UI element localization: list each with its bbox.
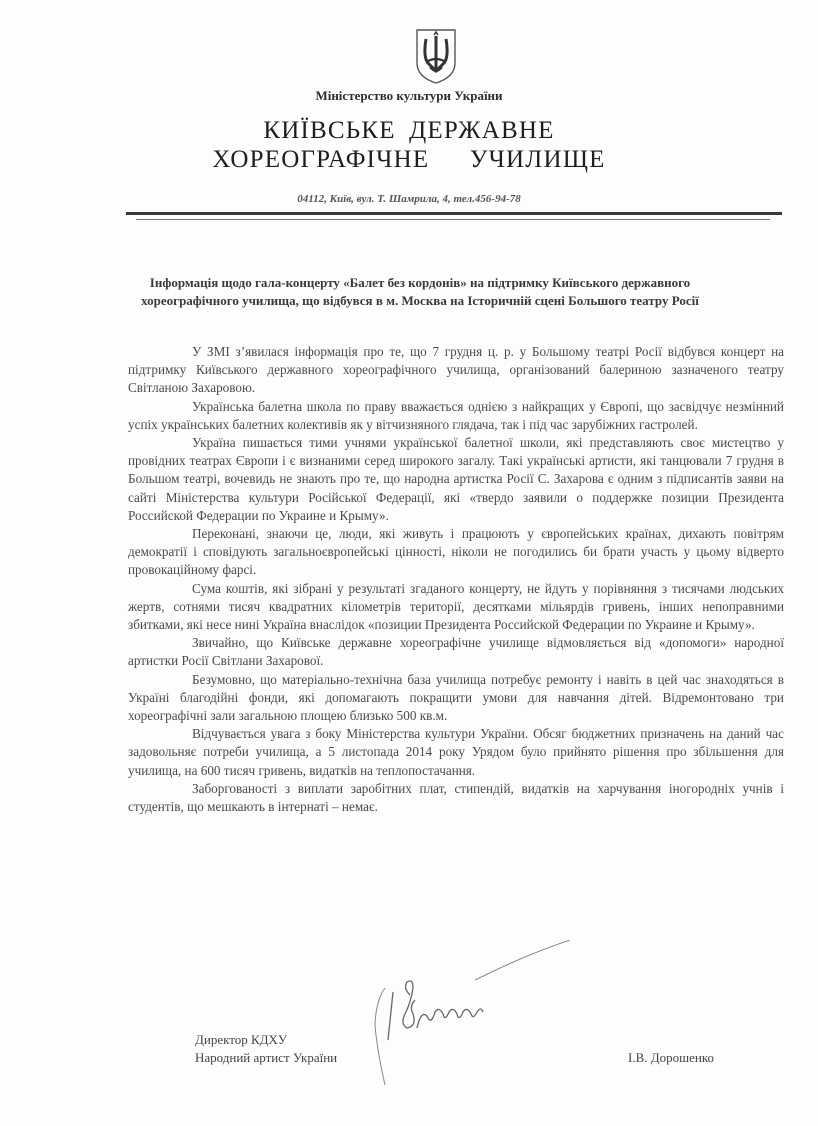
ministry-name: Міністерство культури України — [315, 88, 503, 103]
paragraph: Звичайно, що Київське державне хореографічне училище відмовляється від «допомоги» народної артистки Росії Світлани Захарової. — [128, 635, 784, 669]
paragraph: Безумовно, що матеріально-технічна база училища потребує ремонту і навіть в цей час знаходяться в Україні благодійні фонди, які допомагають покращити умови для навчання дітей. Відремонтовано три хореографічні зали загальною площею близько 500 кв.м. — [128, 671, 784, 724]
paragraph: Відчувається увага з боку Міністерства культури України. Обсяг бюджетних призначень на даний час задовольняє потреби училища, а 5 листопада 2014 року Урядом було прийнято рішення про збільшення для училища, на 600 тисяч гривень, видатків на теплопостачання. — [128, 726, 784, 778]
signatory-honorific: Народний артист України — [195, 1050, 338, 1065]
school-name-line1: КИЇВСЬКЕ ДЕРЖАВНЕ — [263, 117, 555, 144]
school-name — [0, 116, 818, 174]
document-body — [128, 343, 784, 816]
paragraph: Сума коштів, які зібрані у результаті згаданого концерту, не йдуть у порівняння з тисячами людських жертв, сотнями тисяч квадратних кілометрів території, десятками мільярдів гривень, інших непоправними збитками, які несе нині Україна внаслідок «позиции Президента Российской Федерации по Украине и Крыму». — [128, 580, 784, 633]
document-title: Інформація щодо гала-концерту «Балет без кордонів» на підтримку Київського державного хореографічного училища, що відбувся в м. Москва на Історичній сцені Большого театру Росії — [141, 275, 699, 308]
paragraph: У ЗМІ з’явилася інформація про те, що 7 грудня ц. р. у Большому театрі Росії відбувся концерт на підтримку Київського державного хореографічного училища, організований балериною зазначеного театру Світланою Захаровою. — [128, 344, 784, 396]
signatory-position — [195, 1031, 337, 1067]
paragraph: Переконані, знаючи це, люди, які живуть і працюють у європейських країнах, дихають повітрям демократії і сповідують загальноєвропейські цінності, ніколи не погодились би брати участь у цьому відверто провокаційному фарсі. — [128, 526, 784, 578]
trident-emblem-icon — [414, 27, 458, 85]
signatory-name: І.В. Дорошенко — [628, 1050, 715, 1065]
letterhead-rule-thin — [136, 219, 770, 220]
school-address: 04112, Київ, вул. Т. Шамрила, 4, тел.456-94-78 — [297, 193, 521, 205]
paragraph: Заборгованості з виплати заробітних плат, стипендій, видатків на харчування іногородніх учнів і студентів, що мешкають в інтернаті – немає. — [128, 780, 784, 815]
letterhead-rule-thick — [126, 212, 782, 215]
school-name-line2: ХОРЕОГРАФІЧНЕ УЧИЛИЩЕ — [212, 146, 606, 173]
paragraph: Українська балетна школа по праву вважається однією з найкращих у Європі, що засвідчує незмінний успіх українських балетних колективів як у вітчизняного глядача, так і під час зарубіжних гастролей. — [128, 398, 784, 432]
signatory-title: Директор КДХУ — [195, 1032, 288, 1047]
handwritten-signature — [355, 940, 585, 1085]
paragraph: Україна пишається тими учнями української балетної школи, які представляють своє мистецтво у провідних театрах Європи і є визнаними серед широкого загалу. Такі українські артисти, які танцювали 7 грудня в Большом театрі, вочевидь не знають про те, що народна артистка Росії С. Захарова є одним з підписантів заяви на сайті Міністерства культури Російської Федерації, які «твердо заявили о поддержке позиции Президента Российской Федерации по Украине и Крыму». — [128, 435, 784, 523]
